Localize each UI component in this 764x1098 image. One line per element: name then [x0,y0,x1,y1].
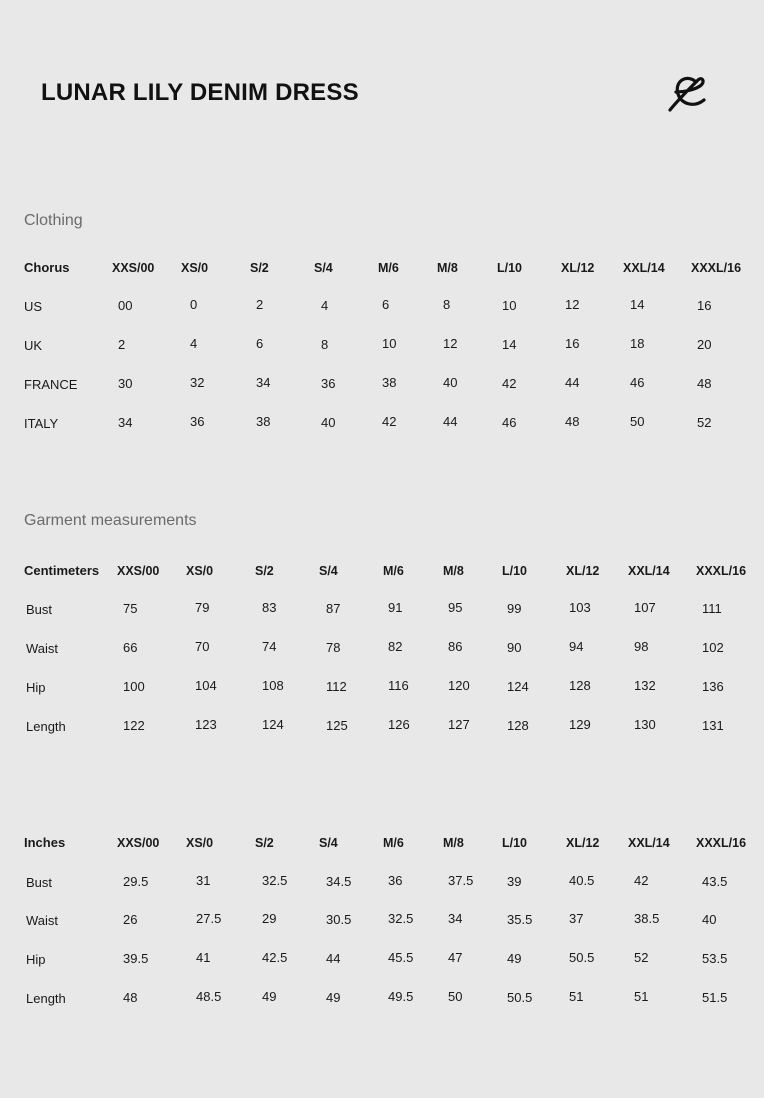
inches-table-cell: 39 [507,874,522,889]
inches-table-cell: 31 [196,873,211,888]
inches-table-cell: 49 [262,989,277,1004]
centimeters-table-cell: 112 [326,679,347,694]
clothing-table-cell: 38 [382,375,397,390]
c-monogram-logo-icon [664,70,712,118]
inches-table-cell: 32.5 [388,911,414,926]
page-title: LUNAR LILY DENIM DRESS [41,79,359,106]
centimeters-table-cell: 111 [702,601,722,616]
clothing-table-cell: 44 [443,414,458,429]
inches-table-cell: 34 [448,911,463,926]
centimeters-table-cell: 66 [123,640,138,655]
inches-column-header: XS/0 [186,836,214,850]
centimeters-table-cell: 98 [634,639,649,654]
inches-table-cell: 29 [262,911,277,926]
centimeters-table-cell: 70 [195,639,210,654]
inches-table-cell: 32.5 [262,873,288,888]
inches-table-cell: 37.5 [448,873,474,888]
centimeters-row-label: Waist [26,641,59,656]
centimeters-table-cell: 116 [388,678,409,693]
inches-table-cell: 44 [326,951,341,966]
inches-table-cell: 34.5 [326,874,352,889]
inches-table-cell: 42.5 [262,950,288,965]
inches-table-cell: 48 [123,990,138,1005]
clothing-table-cell: 44 [565,375,580,390]
clothing-table-cell: 42 [382,414,397,429]
inches-column-header: XXS/00 [117,836,160,850]
clothing-table-cell: 10 [502,298,517,313]
inches-row-label: Waist [26,913,59,928]
inches-table-cell: 42 [634,873,649,888]
clothing-row-label: ITALY [24,416,59,431]
clothing-table-cell: 48 [565,414,580,429]
clothing-column-header: M/6 [378,261,399,275]
centimeters-table-cell: 82 [388,639,403,654]
inches-table-cell: 45.5 [388,950,414,965]
centimeters-table-cell: 129 [569,717,591,732]
clothing-column-header: S/4 [314,261,333,275]
inches-table-cell: 49 [507,951,522,966]
clothing-column-header: L/10 [497,261,523,275]
section-title-garment-measurements: Garment measurements [24,512,197,529]
clothing-table-cell: 36 [321,376,336,391]
centimeters-table-cell: 136 [702,679,724,694]
centimeters-column-header: L/10 [502,564,528,578]
clothing-table-cell: 6 [256,336,264,351]
inches-table-cell: 49 [326,990,341,1005]
centimeters-table-cell: 108 [262,678,284,693]
clothing-column-header: XXS/00 [112,261,155,275]
centimeters-table-cell: 123 [195,717,217,732]
inches-column-header: XXL/14 [628,836,670,850]
inches-column-header: S/2 [255,836,274,850]
clothing-row-label: FRANCE [24,377,78,392]
inches-table-cell: 50.5 [507,990,533,1005]
centimeters-table-cell: 95 [448,600,463,615]
inches-row-label: Length [26,991,66,1006]
centimeters-table-cell: 103 [569,600,591,615]
clothing-column-header: XXL/14 [623,261,665,275]
clothing-table-cell: 0 [190,297,198,312]
centimeters-column-header: M/8 [443,564,464,578]
centimeters-table-cell: 74 [262,639,277,654]
inches-table-cell: 30.5 [326,912,352,927]
section-title-clothing: Clothing [24,212,83,229]
centimeters-table-cell: 75 [123,601,138,616]
clothing-table-cell: 12 [443,336,458,351]
inches-column-header: M/6 [383,836,404,850]
centimeters-row-label: Length [26,719,66,734]
clothing-table-cell: 00 [118,298,133,313]
clothing-table-cell: 38 [256,414,271,429]
centimeters-column-header: S/2 [255,564,274,578]
centimeters-table-cell: 131 [702,718,724,733]
clothing-table-cell: 2 [256,297,264,312]
clothing-column-header: XXXL/16 [691,261,742,275]
centimeters-table-cell: 128 [569,678,591,693]
clothing-table-cell: 14 [502,337,517,352]
centimeters-column-header: XL/12 [566,564,600,578]
inches-row-label: Bust [26,875,53,890]
clothing-table-cell: 16 [565,336,580,351]
inches-column-header: XL/12 [566,836,600,850]
centimeters-table-cell: 79 [195,600,210,615]
centimeters-row-label: Bust [26,602,53,617]
centimeters-table-cell: 104 [195,678,217,693]
centimeters-table-cell: 91 [388,600,403,615]
clothing-table-cell: 2 [118,337,126,352]
clothing-column-header: XL/12 [561,261,595,275]
inches-table-cell: 43.5 [702,874,728,889]
centimeters-column-header: M/6 [383,564,404,578]
centimeters-table-cell: 120 [448,678,470,693]
clothing-table-cell: 12 [565,297,580,312]
clothing-table-cell: 8 [321,337,329,352]
centimeters-table-cell: 107 [634,600,656,615]
clothing-row-label: US [24,299,43,314]
centimeters-table-cell: 128 [507,718,529,733]
clothing-table-cell: 4 [321,298,329,313]
centimeters-table-cell: 124 [262,717,284,732]
clothing-table-cell: 34 [118,415,133,430]
centimeters-column-header: S/4 [319,564,338,578]
inches-table-cell: 50 [448,989,463,1004]
inches-table-cell: 26 [123,912,138,927]
clothing-table-cell: 46 [502,415,517,430]
centimeters-row-label: Hip [26,680,46,695]
clothing-table-cell: 52 [697,415,712,430]
clothing-table-cell: 4 [190,336,198,351]
inches-table-cell: 37 [569,911,584,926]
inches-table-corner-label: Inches [24,835,66,850]
inches-column-header: XXXL/16 [696,836,747,850]
centimeters-table-cell: 122 [123,718,145,733]
centimeters-table-cell: 87 [326,601,341,616]
inches-table-cell: 53.5 [702,951,728,966]
centimeters-column-header: XS/0 [186,564,214,578]
inches-column-header: L/10 [502,836,528,850]
centimeters-table-cell: 90 [507,640,522,655]
inches-column-header: M/8 [443,836,464,850]
inches-column-header: S/4 [319,836,338,850]
clothing-table-cell: 40 [321,415,336,430]
inches-row-label: Hip [26,952,46,967]
clothing-table-cell: 42 [502,376,517,391]
centimeters-column-header: XXS/00 [117,564,160,578]
inches-table-cell: 47 [448,950,463,965]
centimeters-table-cell: 132 [634,678,656,693]
centimeters-table-corner-label: Centimeters [24,563,100,578]
centimeters-table-cell: 124 [507,679,529,694]
centimeters-table-cell: 125 [326,718,348,733]
clothing-table-cell: 48 [697,376,712,391]
clothing-table-cell: 40 [443,375,458,390]
centimeters-table-cell: 100 [123,679,145,694]
inches-table-cell: 41 [196,950,211,965]
centimeters-table-cell: 78 [326,640,341,655]
inches-table-cell: 51 [569,989,584,1004]
inches-table-cell: 52 [634,950,649,965]
inches-table-cell: 39.5 [123,951,149,966]
inches-table-cell: 40 [702,912,717,927]
centimeters-table-cell: 130 [634,717,656,732]
inches-table-cell: 27.5 [196,911,222,926]
centimeters-column-header: XXL/14 [628,564,670,578]
inches-table-cell: 50.5 [569,950,595,965]
clothing-table-cell: 8 [443,297,451,312]
inches-table-cell: 35.5 [507,912,533,927]
inches-table-cell: 51.5 [702,990,728,1005]
centimeters-table-cell: 99 [507,601,522,616]
inches-table-cell: 36 [388,873,403,888]
clothing-column-header: S/2 [250,261,269,275]
inches-table-cell: 48.5 [196,989,222,1004]
clothing-row-label: UK [24,338,43,353]
clothing-table-cell: 20 [697,337,712,352]
clothing-table-cell: 18 [630,336,645,351]
inches-table-cell: 40.5 [569,873,595,888]
clothing-table-cell: 46 [630,375,645,390]
clothing-table-cell: 34 [256,375,271,390]
clothing-table-cell: 50 [630,414,645,429]
clothing-table-cell: 10 [382,336,397,351]
clothing-table-cell: 14 [630,297,645,312]
inches-table-cell: 38.5 [634,911,660,926]
clothing-table-cell: 16 [697,298,712,313]
centimeters-table-cell: 83 [262,600,277,615]
centimeters-table-cell: 127 [448,717,470,732]
centimeters-table-cell: 86 [448,639,463,654]
clothing-table-cell: 32 [190,375,205,390]
centimeters-table-cell: 94 [569,639,584,654]
centimeters-table-cell: 126 [388,717,410,732]
clothing-table-cell: 6 [382,297,390,312]
clothing-table-cell: 30 [118,376,133,391]
inches-table-cell: 49.5 [388,989,414,1004]
inches-table-cell: 51 [634,989,649,1004]
centimeters-column-header: XXXL/16 [696,564,747,578]
clothing-column-header: M/8 [437,261,458,275]
clothing-table-corner-label: Chorus [24,260,70,275]
inches-table-cell: 29.5 [123,874,149,889]
centimeters-table-cell: 102 [702,640,724,655]
clothing-table-cell: 36 [190,414,205,429]
clothing-column-header: XS/0 [181,261,209,275]
